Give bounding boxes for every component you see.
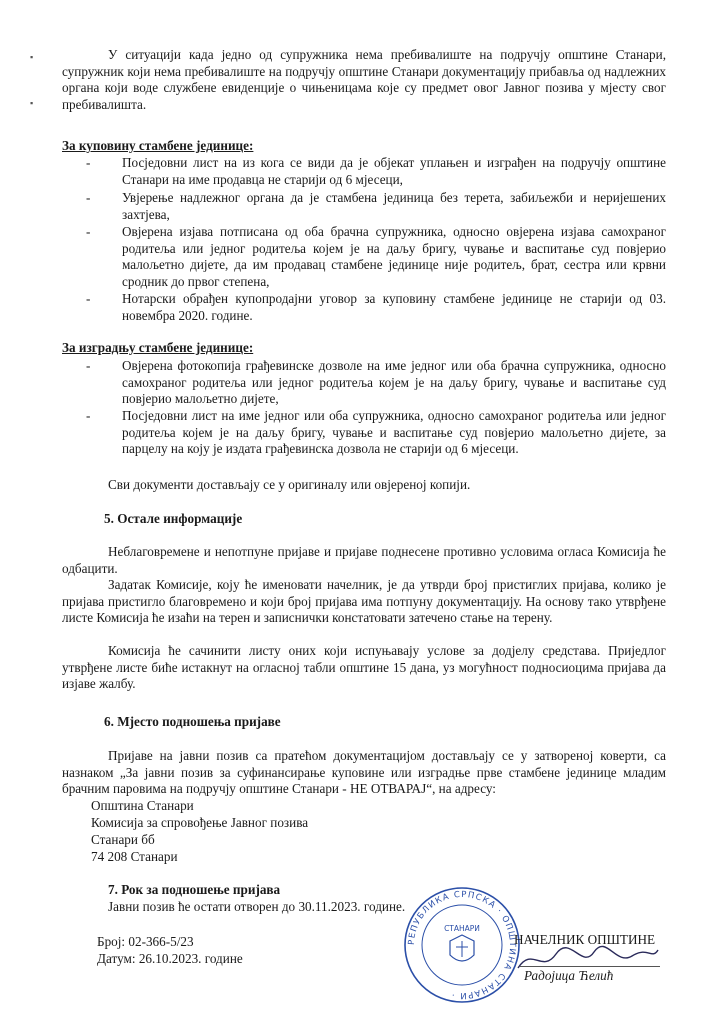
- official-seal-icon: [402, 885, 522, 1005]
- bullet-dash: -: [86, 408, 91, 423]
- purchase-item: Увјерење надлежног органа да је стамбена јединица без терета, забиљежби и неријешених захтјева,: [122, 190, 666, 222]
- address-line: Општина Станари: [91, 798, 194, 813]
- deadline-text: Јавни позив ће остати отворен до 30.11.2023. године.: [108, 899, 406, 914]
- scan-mark: ▪: [30, 52, 34, 62]
- all-documents-note: Сви документи достављају се у оригиналу или овјереној копији.: [108, 477, 471, 492]
- purchase-heading: За куповину стамбене јединице:: [62, 138, 254, 153]
- signature-line: [520, 966, 660, 967]
- reference-number: Број: 02-366-5/23: [97, 934, 194, 949]
- intro-paragraph: У ситуацији када једно од супружника нема пребивалиште на подручју општине Станари, супружник који нема пребивалиште на подручју општине Станари документацију прибавља од надлежних органа који воде службене евиденције о чињеницама које су предмет овог Јавног позива у мјесту свог пребивалишта.: [62, 47, 666, 112]
- address-line: Комисија за спровођење Јавног позива: [91, 815, 309, 830]
- bullet-dash: -: [86, 358, 91, 373]
- section-6-title: 6. Мјесто подношења пријаве: [104, 714, 281, 729]
- address-line: Станари бб: [91, 832, 155, 847]
- bullet-dash: -: [86, 224, 91, 239]
- section-5-paragraph: Неблаговремене и непотпуне пријаве и пријаве поднесене противно условима огласа Комисија ће одбацити.: [62, 544, 666, 576]
- scan-mark: ▪: [30, 98, 34, 108]
- purchase-item: Нотарски обрађен купопродајни уговор за куповину стамбене јединице не старији од 03. новембра 2020. године.: [122, 291, 666, 323]
- section-5-paragraph: Задатак Комисије, коју ће именовати начелник, је да утврди број пристиглих пријава, колико је пријава пристигло благовремено и који број пријава има потпуну документацију. На основу тако утврђене листе Комисија ће изаћи на терен и записнички констатовати затечено стање на терену.: [62, 577, 666, 625]
- signer-name: Радојица Ћелић: [524, 968, 614, 983]
- construction-item: Овјерена фотокопија грађевинске дозволе на име једног или оба брачна супружника, односно самохраног родитеља или једног родитеља којем је на даљу бригу, чување и васпитање суд повјерио малољетно дијете,: [122, 358, 666, 406]
- bullet-dash: -: [86, 155, 91, 170]
- document-date: Датум: 26.10.2023. године: [97, 951, 243, 966]
- section-5-paragraph: Комисија ће сачинити листу оних који испуњавају услове за додјелу средстава. Приједлог утврђене листе биће истакнут на огласној табли општине 15 дана, уз могућност подносиоцима пријава да изјаве жалбу.: [62, 643, 666, 691]
- section-7-title: 7. Рок за подношење пријава: [108, 882, 281, 897]
- purchase-item: Посједовни лист на из кога се види да је објекат уплањен и изграђен на подручју општине Станари на име продавца не старији од 6 мјесеци,: [122, 155, 666, 187]
- purchase-item: Овјерена изјава потписана од оба брачна супружника, односно овјерена изјава самохраног родитеља или једног родитеља којем је на даљу бригу, чување и васпитање суд повјерио малољетно дијете, да им продавац стамбене јединице није родитељ, брат, сестра или крвни сродник до првог степена,: [122, 224, 666, 289]
- bullet-dash: -: [86, 291, 91, 306]
- seal-outer-text: РЕПУБЛИКА СРПСКА · ОПШТИНА СТАНАРИ ·: [406, 889, 518, 1001]
- address-line: 74 208 Станари: [91, 849, 178, 864]
- seal-center-text: СТАНАРИ: [444, 924, 480, 933]
- signer-title: НАЧЕЛНИК ОПШТИНЕ: [514, 932, 656, 947]
- construction-item: Посједовни лист на име једног или оба супружника, односно самохраног родитеља или једног родитеља којем је на даљу бригу, чување и васпитање суд повјерио малољетно дијете, за парцелу на коју је издата грађевинска дозвола не старији од 6 мјесеци.: [122, 408, 666, 456]
- construction-heading: За изградњу стамбене јединице:: [62, 340, 254, 355]
- section-5-title: 5. Остале информације: [104, 511, 243, 526]
- section-6-paragraph: Пријаве на јавни позив са пратећом документацијом достављају се у затвореној коверти, са назнаком „За јавни позив за суфинансирање куповине или изградње прве стамбене јединице младим брачним паровима на подручју општине Станари - НЕ ОТВАРАЈ“, на адресу:: [62, 748, 666, 796]
- bullet-dash: -: [86, 190, 91, 205]
